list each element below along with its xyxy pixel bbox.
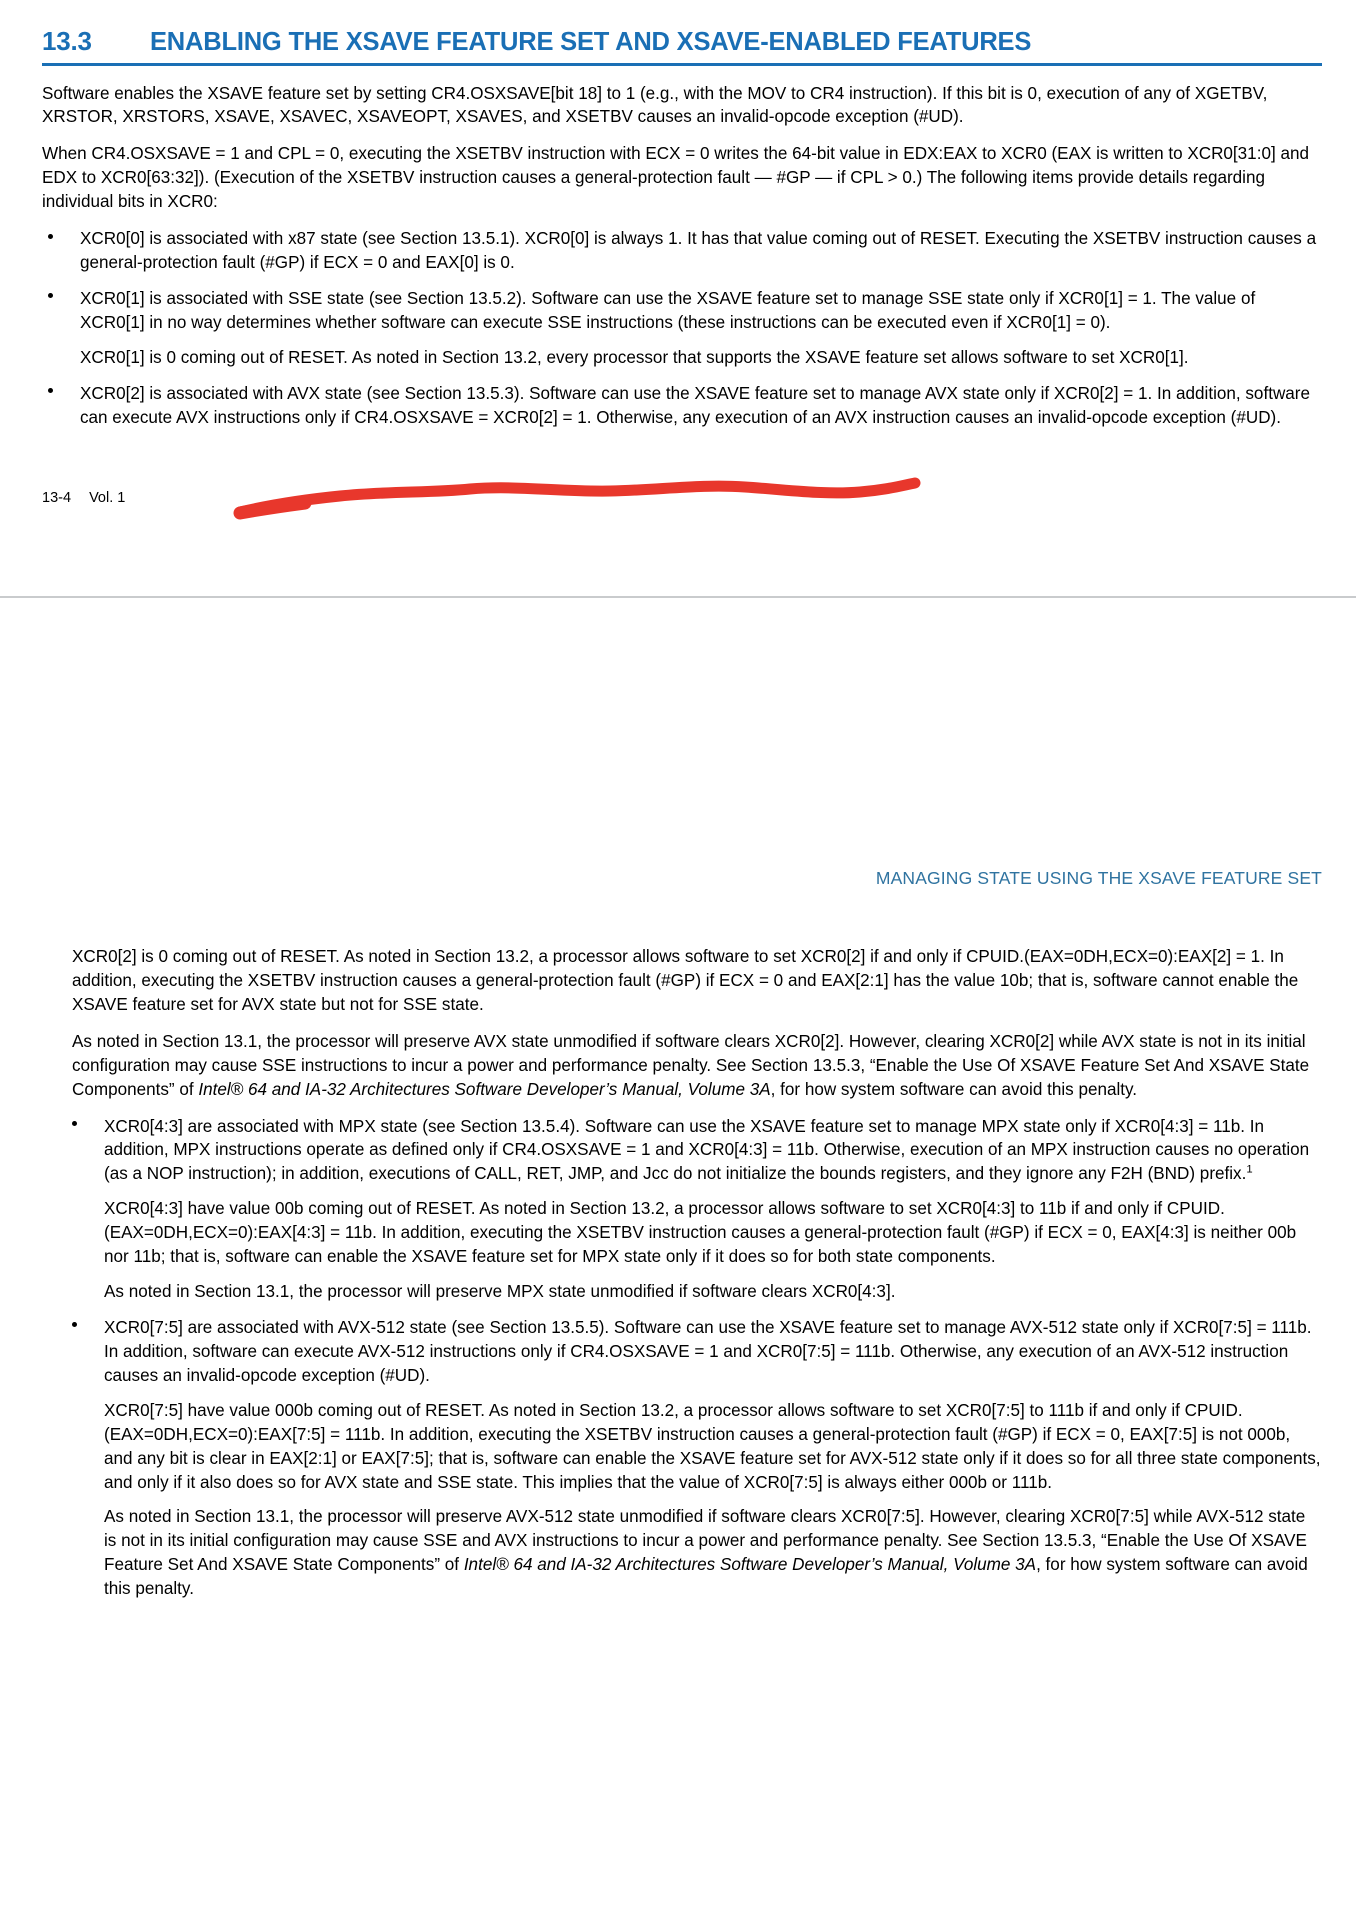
bullet-dot-icon (72, 1121, 77, 1126)
page-divider (0, 596, 1356, 598)
paragraph-avx512-preserve (104, 1505, 1322, 1601)
text-fragment: As noted in Section 13.1, the processor will preserve AVX state unmodified if software clears XCR0[2]. However, clearing XCR0[2] while AVX state is not in its initial configuration may cause SSE instructions to incur a power and performance penalty. See Section 13.5.3, “Enable the Use Of XSAVE Feature Set And XSAVE State Components” of (72, 1031, 1310, 1099)
footer-volume: Vol. 1 (89, 489, 126, 506)
manual-title-italic: Intel® 64 and IA-32 Architectures Software Developer’s Manual, Volume 3A (198, 1079, 771, 1099)
paragraph: XCR0[4:3] have value 00b coming out of RESET. As noted in Section 13.2, a processor allows software to set XCR0[4:3] to 11b if and only if CPUID.(EAX=0DH,ECX=0):EAX[4:3] = 11b. In addition, executing the XSETBV instruction causes a general-protection fault (#GP) if ECX = 0, EAX[4:3] is neither 00b nor 11b; that is, software can enable the XSAVE feature set for MPX state only if it does so for both state components. (104, 1199, 1297, 1267)
bullet-dot-icon (48, 388, 53, 393)
list-item (42, 382, 1322, 430)
paragraph: As noted in Section 13.1, the processor will preserve MPX state unmodified if software clears XCR0[4:3]. (104, 1282, 896, 1302)
paragraph-avx-preserve (72, 1030, 1322, 1102)
bullet-dot-icon (48, 293, 53, 298)
list-item (72, 1316, 1322, 1601)
section-heading (0, 26, 1356, 57)
page-footer (0, 442, 1356, 506)
bullet-dot-icon (48, 234, 53, 239)
list-item (72, 1115, 1322, 1304)
paragraph: XCR0[1] is 0 coming out of RESET. As noted in Section 13.2, every processor that supports the XSAVE feature set allows software to set XCR0[1]. (80, 347, 1189, 367)
document-page-one (0, 0, 1356, 790)
paragraph: XCR0[1] is associated with SSE state (see Section 13.5.2). Software can use the XSAVE feature set to manage SSE state only if XCR0[1] = 1. The value of XCR0[1] in no way determines whether software can execute SSE instructions (these instructions can be executed even if XCR0[1] = 0). (80, 288, 1256, 332)
page-one-body (0, 82, 1356, 430)
footnote-marker: 1 (1246, 1163, 1253, 1176)
text-fragment: , for how system software can avoid this penalty. (770, 1079, 1138, 1099)
document-page-two (0, 790, 1356, 1790)
text-fragment: As noted in Section 13.1, the processor will preserve AVX-512 state unmodified if software clears XCR0[7:5]. However, clearing XCR0[7:5] while AVX-512 state is not in its initial configuration may cause SSE and AVX instructions to incur a power and performance penalty. See Section 13.5.3, “Enable the Use Of XSAVE Feature Set And XSAVE State Components” of (104, 1507, 1307, 1575)
paragraph: XCR0[7:5] have value 000b coming out of RESET. As noted in Section 13.2, a processor allows software to set XCR0[7:5] to 111b if and only if CPUID.(EAX=0DH,ECX=0):EAX[7:5] = 111b. In addition, executing the XSETBV instruction causes a general-protection fault (#GP) if ECX = 0, EAX[7:5] is not 000b, and any bit is clear in EAX[2:1] or EAX[7:5]; that is, software can enable the XSAVE feature set for AVX-512 state only if it does so for all three state components, and only if it also does so for AVX state and SSE state. This implies that the value of XCR0[7:5] is always either 000b or 111b. (104, 1400, 1321, 1492)
running-head: MANAGING STATE USING THE XSAVE FEATURE SET (875, 868, 1322, 888)
xcr0-bullet-list-continued (72, 1115, 1322, 1602)
list-item (42, 227, 1322, 275)
heading-underline-rule (42, 63, 1322, 66)
section-number: 13.3 (42, 26, 92, 56)
section-title: ENABLING THE XSAVE FEATURE SET AND XSAVE-ENABLED FEATURES (150, 28, 1032, 56)
paragraph-mpx-main (104, 1115, 1322, 1187)
paragraph: XCR0[7:5] are associated with AVX-512 state (see Section 13.5.5). Software can use the XSAVE feature set to manage AVX-512 state only if XCR0[7:5] = 111b. In addition, software can execute AVX-512 instructions only if CR4.OSXSAVE = 1 and XCR0[7:5] = 111b. Otherwise, any execution of an AVX-512 instruction causes an invalid-opcode exception (#UD). (104, 1317, 1312, 1385)
paragraph: XCR0[2] is 0 coming out of RESET. As noted in Section 13.2, a processor allows software to set XCR0[2] if and only if CPUID.(EAX=0DH,ECX=0):EAX[2] = 1. In addition, executing the XSETBV instruction causes a general-protection fault (#GP) if ECX = 0 and EAX[2:1] has the value 10b; that is, software cannot enable the XSAVE feature set for AVX state but not for SSE state. (72, 947, 1299, 1014)
manual-title-italic: Intel® 64 and IA-32 Architectures Software Developer’s Manual, Volume 3A (463, 1555, 1037, 1575)
paragraph: XCR0[0] is associated with x87 state (see Section 13.5.1). XCR0[0] is always 1. It has that value coming out of RESET. Executing the XSETBV instruction causes a general-protection fault (#GP) if ECX = 0 and EAX[0] is 0. (80, 229, 1317, 273)
footer-page-number: 13-4 (42, 489, 72, 506)
text-fragment: , for how system software can avoid this penalty. (104, 1555, 1308, 1599)
bullet-dot-icon (72, 1322, 77, 1327)
list-item (42, 287, 1322, 370)
paragraph: XCR0[2] is associated with AVX state (see Section 13.5.3). Software can use the XSAVE feature set to manage AVX state only if XCR0[2] = 1. In addition, software can execute AVX instructions only if CR4.OSXSAVE = XCR0[2] = 1. Otherwise, any execution of an AVX instruction causes an invalid-opcode exception (#UD). (80, 383, 1310, 427)
xcr0-bullet-list (42, 227, 1322, 429)
paragraph: When CR4.OSXSAVE = 1 and CPL = 0, executing the XSETBV instruction with ECX = 0 writes the 64-bit value in EDX:EAX to XCR0 (EAX is written to XCR0[31:0] and EDX to XCR0[63:32]). (Execution of the XSETBV instruction causes a general-protection fault — #GP — if CPL > 0.) The following items provide details regarding individual bits in XCR0: (42, 144, 1309, 212)
text-fragment: XCR0[4:3] are associated with MPX state (see Section 13.5.4). Software can use the XSAVE feature set to manage MPX state only if XCR0[4:3] = 11b. In addition, MPX instructions operate as defined only if CR4.OSXSAVE = 1 and XCR0[4:3] = 11b. Otherwise, execution of an MPX instruction causes no operation (as a NOP instruction); in addition, executions of CALL, RET, JMP, and Jcc do not initialize the bounds registers, and they ignore any F2H (BND) prefix. (104, 1116, 1310, 1184)
page-two-body (0, 889, 1356, 1601)
paragraph: Software enables the XSAVE feature set by setting CR4.OSXSAVE[bit 18] to 1 (e.g., with the MOV to CR4 instruction). If this bit is 0, execution of any of XGETBV, XRSTOR, XRSTORS, XSAVE, XSAVEC, XSAVEOPT, XSAVES, and XSETBV causes an invalid-opcode exception (#UD). (42, 83, 1268, 127)
